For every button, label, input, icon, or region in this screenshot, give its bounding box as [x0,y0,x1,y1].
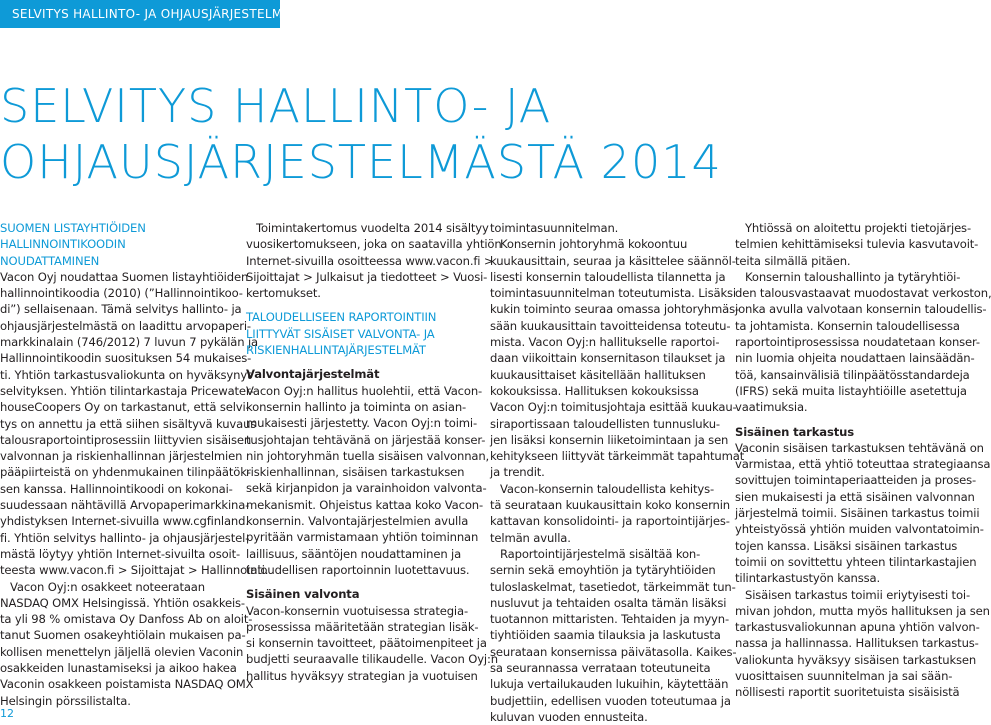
text-line: markkinalain (746/2012) 7 luvun 7 pykälän ja [0,335,258,350]
text-line: mukaisesti järjestetty. Vacon Oyj:n toimi- [246,416,478,431]
body-text [735,220,991,416]
title-line-2: OHJAUSJÄRJESTELMÄSTÄ 2014 [0,135,722,189]
text-line: prosessissa määritetään strategian lisäk- [246,619,479,634]
text-line: Raportointijärjestelmä sisältää kon- [500,546,701,561]
text-line: riskienhallinnan, sisäisen tarkastuksen [246,465,465,480]
header-bar [0,0,315,28]
text-line: mästä löytyy yhtiön Internet-sivuilta osoit- [0,546,241,561]
text-line: suudessaan nähtävillä Arvopaperimarkkina- [0,498,250,513]
text-line: kokouksissa. Hallituksen kokouksissa [490,383,699,398]
text-line: tuotannon mittaristen. Tehtaiden ja myyn- [490,612,729,627]
text-line: Vacon-konsernin taloudellista kehitys- [500,481,714,496]
text-line: pääpiirteistä on yhdenmukainen tilinpäätök- [0,465,251,480]
text-line: ta yli 98 % omistava Oy Danfoss Ab on aloit- [0,612,253,627]
text-line: Internet-sivuilla osoitteessa www.vacon.fi > [246,253,494,268]
column-1 [0,220,269,709]
text-line: vuosikertomukseen, joka on saatavilla yhtiön [246,237,502,252]
text-line: (IFRS) sekä muita listayhtiöille asetettuja [735,383,967,398]
text-line: tarkastusvaliokunnan apuna yhtiön valvon- [735,620,980,635]
text-line: hallitus hyväksyy strategian ja vuotuisen [246,668,478,683]
text-line: tanut Suomen osakeyhtiölain mukaisen pa- [0,628,246,643]
body-text [490,220,745,725]
text-line: valiokunta hyväksyy sisäisen tarkastuksen [735,652,977,667]
text-line: pyritään varmistamaan yhtiön toiminnan [246,530,479,545]
subheading: Valvontajärjestelmät [246,367,380,382]
text-line: sien mukaisesti ja että sisäinen valvonnan [735,489,975,504]
heading-line: SUOMEN LISTAYHTIÖIDEN [0,221,146,235]
text-line: Vacon Oyj:n toimitusjohtaja esittää kuukau- [490,400,737,415]
text-line: tusjohtajan tehtävänä on järjestää konser- [246,432,486,447]
text-line: Yhtiössä on aloitettu projekti tietojärjes- [745,221,971,235]
text-line: konsernin hallinto ja toiminta on asian- [246,399,467,414]
text-line: den talousvastaavat muodostavat verkoston, [735,286,991,301]
text-line: ti. Yhtiön tarkastusvaliokunta on hyväksynyt [0,367,252,382]
text-line: töä, kansainvälisiä tilinpäätösstandardeja [735,367,970,382]
text-line: Vaconin osakkeen poistamista NASDAQ OMX [0,677,254,692]
column-2 [246,220,502,684]
text-line: vaatimuksia. [735,400,808,415]
text-line: kehitykseen liittyvät tärkeimmät tapahtumat [490,449,745,464]
text-line: sään kuukausittain tavoitteidensa toteutu- [490,318,731,333]
text-line: Helsingin pörssilistalta. [0,693,131,708]
heading-line: NOUDATTAMINEN [0,253,100,268]
text-line: ja trendit. [490,465,545,480]
text-line: jonka avulla valvotaan konsernin taloudellis- [735,302,987,317]
text-line: nusluvut ja tehtaiden osalta tämän lisäksi [490,595,727,610]
intro-text [246,220,502,301]
text-line: Vacon-konsernin vuotuisessa strategia- [246,603,468,618]
text-line: kollisen menettelyn jäljellä olevien Vaconin [0,644,244,659]
text-line: telmien kehittämiseksi tulevia kasvutavoit- [735,237,979,252]
text-line: kuluvan vuoden ennusteita. [490,709,648,724]
text-line: siraportissaan taloudellisten tunnusluku- [490,416,720,431]
text-line: selvityksen. Yhtiön tilintarkastaja Pricewater- [0,383,254,398]
text-line: Vacon Oyj noudattaa Suomen listayhtiöiden [0,269,249,284]
text-line: sernin sekä emoyhtiön ja tytäryhtiöiden [490,563,716,578]
body-text [735,440,991,701]
text-line: taloudellisen raportoinnin luotettavuus. [246,562,470,577]
text-line: lukuja vertailukauden lukuihin, käytettään [490,677,729,692]
text-line: varmistaa, että yhtiö toteuttaa strategiaansa [735,457,991,472]
text-line: tuloslaskelmat, tasetiedot, tärkeimmät tun- [490,579,736,594]
text-line: nöllisesti raportit suoritetuista sisäisistä [735,685,960,700]
text-line: tilintarkastustyön kanssa. [735,571,881,586]
text-line: laillisuus, sääntöjen noudattaminen ja [246,546,462,561]
text-line: Konsernin taloushallinto ja tytäryhtiöi- [745,269,961,284]
text-line: kattavan konsolidointi- ja raportointijärjes- [490,514,730,529]
text-line: mista. Vacon Oyj:n hallitukselle raportoi- [490,335,720,350]
text-line: di”) sellaisenaan. Tämä selvitys hallinto- ja [0,302,242,317]
text-line: ohjausjärjestelmästä on laadittu arvopaperi- [0,318,251,333]
text-line: teesta www.vacon.fi > Sijoittajat > Hallinnointi. [0,563,269,578]
text-line: raportointiprosessissa noudatetaan konser- [735,335,980,350]
text-line: osakkeiden lunastamiseksi ja aikoo hakea [0,661,237,676]
text-line: sovittujen toimintaperiaatteiden ja proses- [735,473,976,488]
text-line: valvonnan ja riskienhallinnan järjestelmien [0,449,243,464]
text-line: hallinnointikoodia (2010) (”Hallinnointikoo- [0,286,243,301]
text-line: mivan johdon, mutta myös hallituksen ja sen [735,603,990,618]
text-line: Sijoittajat > Julkaisut ja tiedotteet > Vuosi- [246,269,488,284]
text-line: tiyhtiöiden saamia tilauksia ja laskutusta [490,628,721,643]
text-line: yhteistyössä yhtiön muiden valvontatoimin- [735,522,984,537]
text-line: daan viikoittain konsernitason tilaukset ja [490,351,726,366]
text-line: yhdistyksen Internet-sivuilla www.cgfinland. [0,514,249,529]
section-heading [246,309,476,358]
text-line: tä seurataan kuukausittain koko konsernin [490,498,730,513]
text-line: jen lisäksi konsernin liiketoimintaan ja sen [490,432,729,447]
text-line: nin luomia ohjeita noudattaen lainsäädän- [735,351,975,366]
text-line: konsernin. Valvontajärjestelmien avulla [246,514,469,529]
text-line: sekä kirjanpidon ja varainhoidon valvonta- [246,481,487,496]
section-heading [0,220,228,269]
page-title [0,78,940,190]
text-line: telmän avulla. [490,530,571,545]
heading-line: HALLINNOINTIKOODIN [0,237,126,252]
text-line: toimintasuunnitelman. [490,221,619,235]
text-line: tojen kanssa. Lisäksi sisäinen tarkastus [735,538,958,553]
text-line: lisesti konsernin taloudellista tilannetta ja [490,269,726,284]
text-line: nassa ja hallinnassa. Hallituksen tarkastus- [735,636,979,651]
text-line: talousraportointiprosessiin liittyvien sisäisen [0,432,252,447]
text-line: kertomukset. [246,286,321,301]
text-line: Vaconin sisäisen tarkastuksen tehtävänä on [735,440,984,455]
text-line: houseCoopers Oy on tarkastanut, että selvi- [0,400,250,415]
body-text [246,603,498,684]
column-3 [490,220,745,725]
heading-line: TALOUDELLISEEN RAPORTOINTIIN [246,310,437,325]
title-line-1: SELVITYS HALLINTO- JA [0,79,552,133]
text-line: sa seurannassa verrataan toteutuneita [490,661,711,676]
text-line: budjettiin, edellisen vuoden toteutumaa ja [490,693,731,708]
text-line: sen kanssa. Hallinnointikoodi on kokonai- [0,481,233,496]
text-line: Vacon Oyj:n osakkeet noteerataan [10,579,205,594]
text-line: kuukausittain, seuraa ja käsittelee säännöl- [490,253,736,268]
heading-line: LIITTYVÄT SISÄISET VALVONTA- JA [246,326,435,341]
text-line: fi. Yhtiön selvitys hallinto- ja ohjausjärjestel- [0,530,250,545]
header-text: SELVITYS HALLINTO- JA OHJAUSJÄRJESTELMÄSTÄ [12,7,315,21]
text-line: toimii on sovittettu yhteen tilintarkastajien [735,554,977,569]
text-line: kuukausittaiset käsitellään hallituksen [490,367,706,382]
text-line: NASDAQ OMX Helsingissä. Yhtiön osakkeis- [0,595,245,610]
text-line: teita silmällä pitäen. [735,253,851,268]
text-line: Vacon Oyj:n hallitus huolehtii, että Vacon- [246,383,483,398]
text-line: järjestelmä toimii. Sisäinen tarkastus toimii [735,506,980,521]
text-line: budjetti seuraavalle tilikaudelle. Vacon Oyj:n [246,652,498,667]
heading-line: RISKIENHALLINTAJÄRJESTELMÄT [246,343,426,358]
column-4 [735,220,991,701]
text-line: nin johtoryhmän tuella sisäisen valvonnan, [246,448,490,463]
page-number: 12 [0,707,14,720]
text-line: seurataan konsernissa päivätasolla. Kaikes- [490,644,737,659]
text-line: si konsernin tavoitteet, päätoimenpiteet ja [246,636,487,651]
body-text [246,383,490,579]
body-text [0,269,269,709]
text-line: tys on annettu ja että siihen sisältyvä kuvaus [0,416,257,431]
text-line: vuosittaisen suunnitelman ja sai sään- [735,669,953,684]
text-line: Konsernin johtoryhmä kokoontuu [500,237,688,252]
text-line: Hallinnointikoodin suosituksen 54 mukaises- [0,351,252,366]
text-line: mekanismit. Ohjeistus kattaa koko Vacon- [246,497,483,512]
subheading: Sisäinen tarkastus [735,424,854,439]
text-line: toimintasuunnitelman toteutumista. Lisäksi [490,286,736,301]
text-line: kukin toiminto seuraa omassa johtoryhmäs- [490,302,740,317]
text-line: Sisäisen tarkastus toimii eriytyisesti toi- [745,587,970,602]
subheading: Sisäinen valvonta [246,587,360,602]
text-line: Toimintakertomus vuodelta 2014 sisältyy [256,221,489,235]
text-line: ta johtamista. Konsernin taloudellisessa [735,318,960,333]
